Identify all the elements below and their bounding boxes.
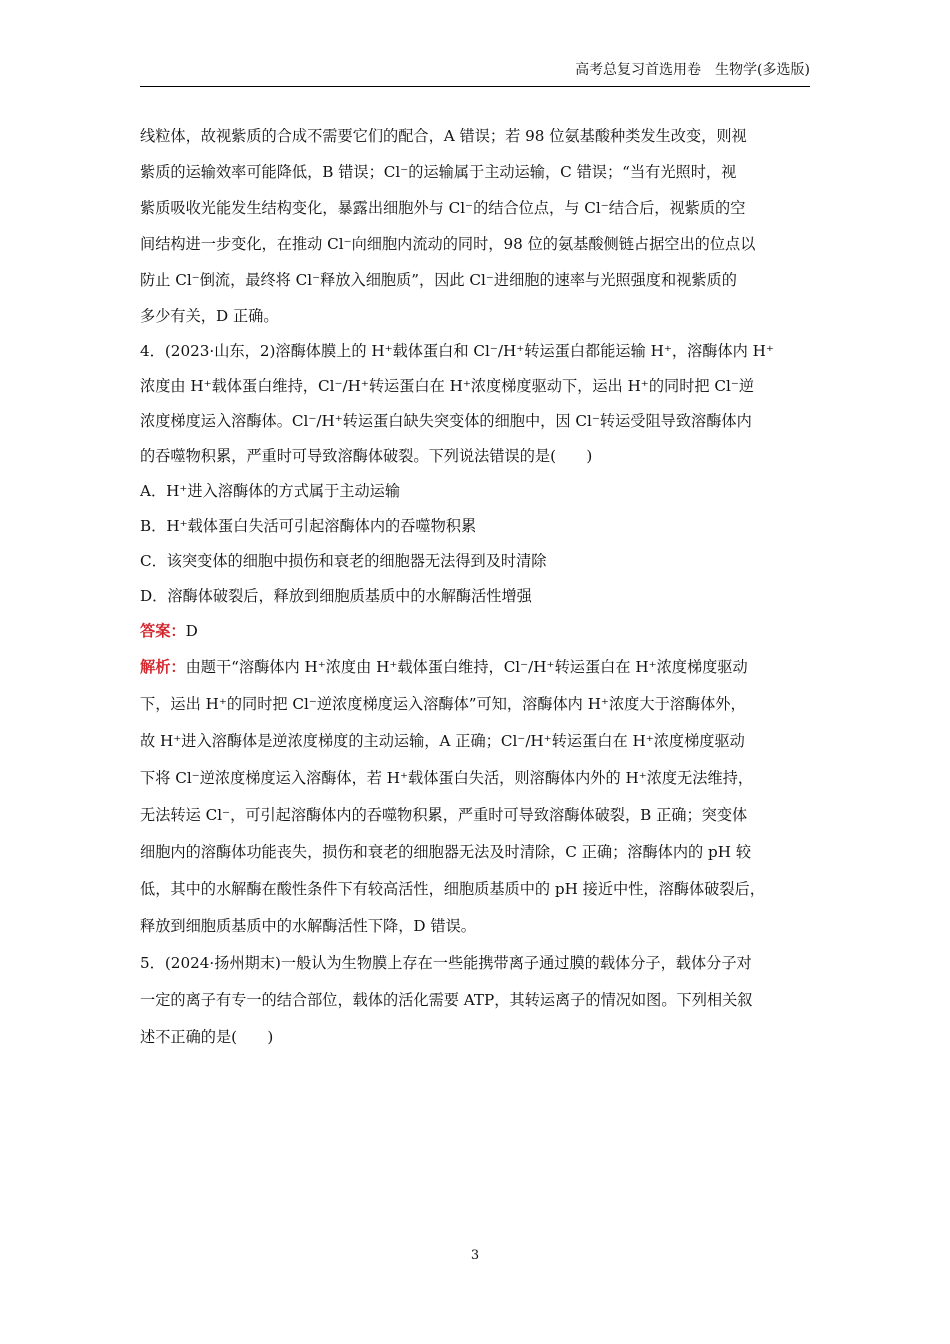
prev-explanation-line: 防止 Cl⁻倒流，最终将 Cl⁻释放入细胞质”，因此 Cl⁻进细胞的速率与光照强度和视紫质的 — [140, 271, 737, 289]
prev-explanation-line: 紫质的运输效率可能降低，B 错误；Cl⁻的运输属于主动运输，C 错误；“当有光照时，视 — [140, 163, 737, 181]
q4-analysis-line: 细胞内的溶酶体功能丧失，损伤和衰老的细胞器无法及时清除，C 正确；溶酶体内的 pH 较 — [140, 843, 752, 861]
q4-option-c: C．该突变体的细胞中损伤和衰老的细胞器无法得到及时清除 — [140, 552, 547, 570]
running-header: 高考总复习首选用卷 生物学(多选版) — [575, 62, 810, 78]
prev-explanation-line: 紫质吸收光能发生结构变化，暴露出细胞外与 Cl⁻的结合位点，与 Cl⁻结合后，视紫质的空 — [140, 199, 746, 217]
q4-option-b: B．H⁺载体蛋白失活可引起溶酶体内的吞噬物积累 — [140, 517, 477, 535]
q4-stem-line: 的吞噬物积累，严重时可导致溶酶体破裂。下列说法错误的是( ) — [140, 447, 593, 465]
q4-answer — [140, 614, 810, 649]
prev-explanation-line: 多少有关，D 正确。 — [140, 307, 279, 325]
prev-explanation-line: 线粒体，故视紫质的合成不需要它们的配合，A 错误；若 98 位氨基酸种类发生改变，则视 — [140, 127, 747, 145]
q4-analysis-line: 下，运出 H⁺的同时把 Cl⁻逆浓度梯度运入溶酶体”可知，溶酶体内 H⁺浓度大于溶酶体外， — [140, 695, 746, 713]
answer-label: 答案： — [140, 622, 186, 640]
q4-option-a: A．H⁺进入溶酶体的方式属于主动运输 — [140, 482, 401, 500]
q4-option-d: D．溶酶体破裂后，释放到细胞质基质中的水解酶活性增强 — [140, 587, 532, 605]
q4-analysis-line — [140, 649, 810, 686]
answer-value: D — [185, 622, 198, 640]
prev-explanation-line: 间结构进一步变化，在推动 Cl⁻向细胞内流动的同时，98 位的氨基酸侧链占据空出的位点以 — [140, 235, 756, 253]
q5-stem-line: 一定的离子有专一的结合部位，载体的活化需要 ATP，其转运离子的情况如图。下列相关叙 — [140, 991, 753, 1009]
q4-stem-line: 4．(2023·山东，2)溶酶体膜上的 H⁺载体蛋白和 Cl⁻/H⁺转运蛋白都能运输 H⁺，溶酶体内 H⁺ — [140, 342, 774, 360]
q5-stem-line: 述不正确的是( ) — [140, 1028, 274, 1046]
q4-analysis-line: 下将 Cl⁻逆浓度梯度运入溶酶体，若 H⁺载体蛋白失活，则溶酶体内外的 H⁺浓度无法维持， — [140, 769, 754, 787]
header-rule — [140, 86, 810, 87]
q4-analysis-line: 释放到细胞质基质中的水解酶活性下降，D 错误。 — [140, 917, 476, 935]
q4-analysis-line: 低，其中的水解酶在酸性条件下有较高活性，细胞质基质中的 pH 接近中性，溶酶体破裂后， — [140, 880, 765, 898]
q4-analysis-line: 故 H⁺进入溶酶体是逆浓度梯度的主动运输，A 正确；Cl⁻/H⁺转运蛋白在 H⁺浓度梯度驱动 — [140, 732, 745, 750]
q4-stem-line: 浓度由 H⁺载体蛋白维持，Cl⁻/H⁺转运蛋白在 H⁺浓度梯度驱动下，运出 H⁺的同时把 Cl⁻逆 — [140, 377, 755, 395]
analysis-text: 由题干“溶酶体内 H⁺浓度由 H⁺载体蛋白维持，Cl⁻/H⁺转运蛋白在 H⁺浓度梯度驱动 — [185, 658, 748, 676]
analysis-label: 解析： — [140, 658, 186, 676]
q4-stem-line: 浓度梯度运入溶酶体。Cl⁻/H⁺转运蛋白缺失突变体的细胞中，因 Cl⁻转运受阻导致溶酶体内 — [140, 412, 752, 430]
page-content — [140, 118, 810, 1056]
q4-analysis-line: 无法转运 Cl⁻，可引起溶酶体内的吞噬物积累，严重时可导致溶酶体破裂，B 正确；突变体 — [140, 806, 748, 824]
page-number: 3 — [470, 1248, 480, 1263]
q5-stem-line: 5．(2024·扬州期末)一般认为生物膜上存在一些能携带离子通过膜的载体分子，载体分子对 — [140, 954, 752, 972]
